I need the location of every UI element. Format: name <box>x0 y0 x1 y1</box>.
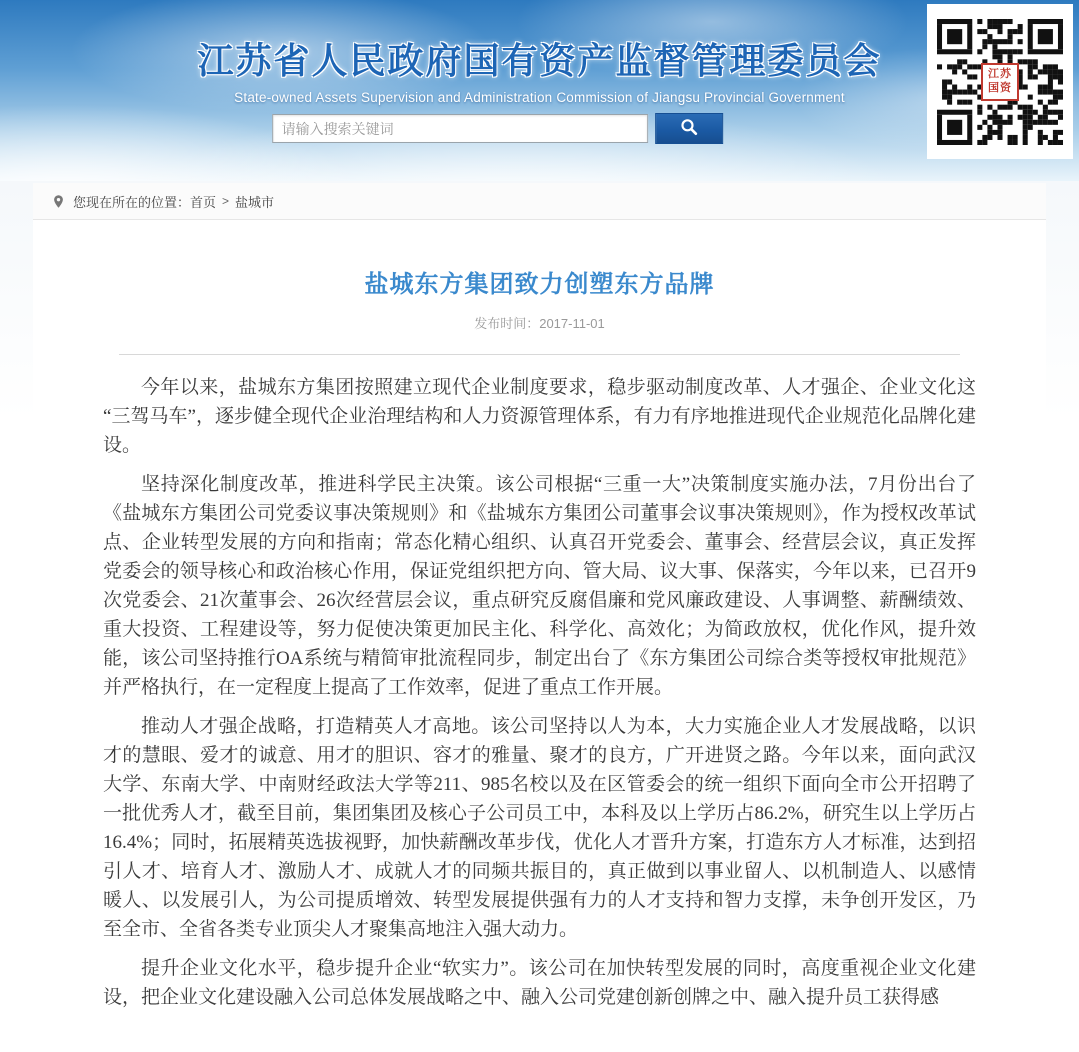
site-title: 江苏省人民政府国有资产监督管理委员会 <box>197 40 882 81</box>
article-title: 盐城东方集团致力创塑东方品牌 <box>364 271 715 298</box>
qr-code <box>927 4 1073 159</box>
article-panel <box>33 220 1046 1052</box>
breadcrumb <box>33 183 1046 220</box>
breadcrumb-home-link[interactable]: 首页 <box>190 194 217 210</box>
site-header <box>0 0 1079 181</box>
article-paragraph: 推动人才强企战略，打造精英人才高地。该公司坚持以人为本，大力实施企业人才发展战略，以识才的慧眼、爱才的诚意、用才的胆识、容才的雅量、聚才的良方，广开进贤之路。今年以来，面向武汉大学、东南大学、中南财经政法大学等211、985名校以及在区管委会的统一组织下面向全市公开招聘了一批优秀人才，截至目前，集团集团及核心子公司员工中，本科及以上学历占86.2%，研究生以上学历占16.4%；同时，拓展精英选拔视野，加快薪酬改革步伐，优化人才晋升方案，打造东方人才标准，达到招引人才、培育人才、激励人才、成就人才的同频共振目的，真正做到以事业留人、以机制造人、以感情暖人、以发展引人，为公司提质增效、转型发展提供强有力的人才支持和智力支撑，未争创开发区，乃至全市、全省各类专业顶尖人才聚集高地注入强大动力。 <box>103 716 976 940</box>
article-paragraph: 提升企业文化水平，稳步提升企业“软实力”。该公司在加快转型发展的同时，高度重视企业文化建设，把企业文化建设融入公司总体发展战略之中、融入公司党建创新创牌之中、融入提升员工获得感 <box>103 958 976 1008</box>
site-subtitle: State-owned Assets Supervision and Administration Commission of Jiangsu Provincial Government <box>234 90 845 105</box>
article-paragraph: 今年以来，盐城东方集团按照建立现代企业制度要求，稳步驱动制度改革、人才强企、企业文化这“三驾马车”，逐步健全现代企业治理结构和人力资源管理体系，有力有序地推进现代企业规范化品牌化建设。 <box>103 377 976 456</box>
breadcrumb-prefix: 您现在所在的位置： <box>73 194 191 210</box>
article-paragraph: 坚持深化制度改革，推进科学民主决策。该公司根据“三重一大”决策制度实施办法，7月份出台了《盐城东方集团公司党委议事决策规则》和《盐城东方集团公司董事会议事决策规则》，作为授权改革试点、企业转型发展的方向和指南；常态化精心组织、认真召开党委会、董事会、经营层会议，真正发挥党委会的领导核心和政治核心作用，保证党组织把方向、管大局、议大事、保落实，今年以来，已召开9次党委会、21次董事会、26次经营层会议，重点研究反腐倡廉和党风廉政建设、人事调整、薪酬绩效、重大投资、工程建设等，努力促使决策更加民主化、科学化、高效化；为简政放权，优化作风，提升效能，该公司坚持推行OA系统与精简审批流程同步，制定出台了《东方集团公司综合类等授权审批规范》并严格执行，在一定程度上提高了工作效率，促进了重点工作开展。 <box>103 474 976 698</box>
header-inner <box>0 0 1079 181</box>
location-pin-icon <box>51 194 66 209</box>
search-button[interactable] <box>655 113 723 144</box>
search-icon <box>679 117 699 140</box>
search-bar <box>272 113 723 144</box>
article-date: 发布时间：2017-11-01 <box>474 316 605 331</box>
breadcrumb-city-link[interactable]: 盐城市 <box>235 194 275 210</box>
breadcrumb-separator: > <box>222 194 230 208</box>
search-input[interactable] <box>272 114 648 143</box>
qr-center-badge: 江苏国资 <box>981 63 1019 101</box>
divider <box>119 354 960 355</box>
article-body <box>103 373 976 1012</box>
